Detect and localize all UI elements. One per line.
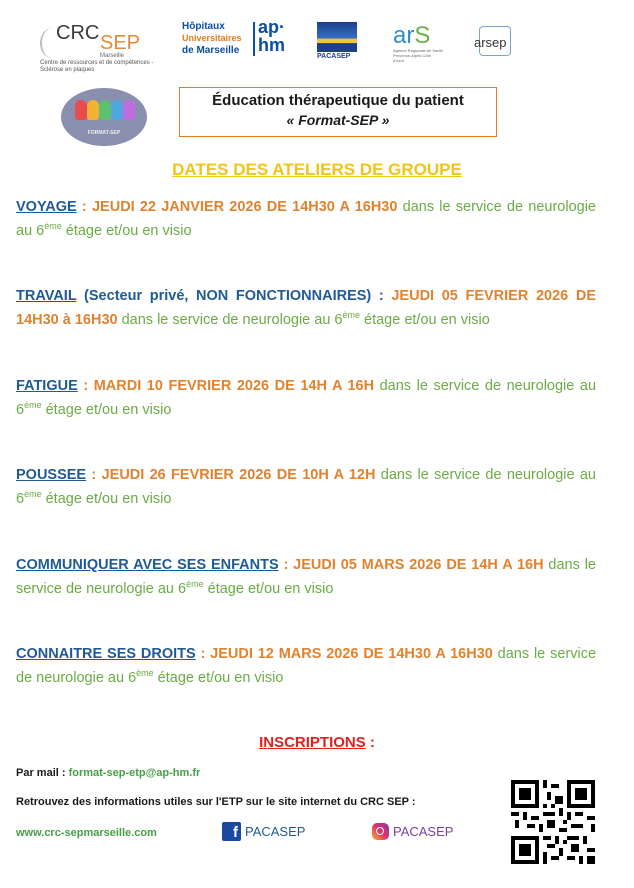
pacasep-logo-image [317, 22, 357, 52]
workshop-date: JEUDI 05 FEVRIER 2026 DE 14H30 à 16H30 [16, 288, 596, 328]
workshop-place: dans le service de neurologie au 6 [117, 312, 343, 328]
inscriptions-suffix: : [365, 734, 375, 751]
workshop-entry [16, 553, 596, 601]
format-sep-logo-label: FORMAT-SEP [87, 130, 121, 136]
instagram-icon [372, 823, 389, 840]
title-box [179, 87, 497, 137]
workshop-name: TRAVAIL [16, 288, 77, 304]
workshop-entry [16, 284, 596, 332]
aphm-short [258, 18, 285, 54]
workshop-place: dans le service de neurologie au 6 [16, 467, 596, 507]
aphm-short1: ap· [258, 17, 285, 37]
workshop-place: dans le service de neurologie au 6 [16, 646, 597, 686]
crc-logo-city: Marseille [100, 53, 125, 59]
instagram-link[interactable] [372, 821, 453, 841]
workshop-name: POUSSEE [16, 467, 87, 483]
aphm-line3: de Marseille [182, 45, 240, 56]
workshop-place-sup: ème [44, 221, 62, 232]
inscriptions-label: INSCRIPTIONS [259, 734, 366, 751]
workshop-date: JEUDI 05 MARS 2026 DE 14H A 16H [293, 557, 544, 573]
facebook-label: PACASEP [245, 823, 306, 839]
crc-logo-subtitle: Centre de ressources et de compétences - Sclérose en plaques [40, 60, 154, 73]
qr-code-icon[interactable] [511, 780, 595, 864]
workshop-place-sup: ème [24, 400, 42, 411]
workshop-place-sup: ème [342, 310, 360, 321]
title-line1: Éducation thérapeutique du patient [212, 92, 464, 109]
workshop-entry [16, 642, 596, 690]
workshop-place-end: étage et/ou en visio [41, 402, 172, 418]
inscriptions-heading [0, 734, 634, 751]
arsep-logo-text: arsep [474, 35, 507, 50]
crc-sep-logo [40, 22, 170, 74]
facebook-icon: f [222, 822, 241, 841]
workshop-date: JEUDI 26 FEVRIER 2026 DE 10H A 12H [101, 467, 376, 483]
workshop-place-sup: ème [136, 668, 154, 679]
website-link[interactable]: www.crc-sepmarseille.com [16, 827, 157, 839]
person-figure-icon [75, 100, 87, 120]
instagram-label: PACASEP [393, 823, 454, 839]
workshop-place: dans le service de neurologie au 6 [16, 378, 597, 418]
ars-logo-text [393, 24, 430, 48]
ars-logo-s: S [414, 22, 431, 49]
aphm-line2: Universitaires [182, 33, 242, 43]
page-heading-text: DATES DES ATELIERS DE GROUPE [172, 160, 462, 179]
workshop-place-end: étage et/ou en visio [203, 581, 334, 597]
workshop-detail: (Secteur privé, NON FONCTIONNAIRES) [76, 288, 372, 304]
facebook-link[interactable] [222, 821, 305, 841]
person-figure-icon [123, 100, 135, 120]
workshop-name: COMMUNIQUER AVEC SES ENFANTS [16, 557, 279, 573]
workshop-name: CONNAITRE SES DROITS [16, 646, 196, 662]
workshop-separator: : [278, 557, 294, 573]
aphm-line1: Hôpitaux [182, 21, 225, 32]
info-text: Retrouvez des informations utiles sur l'ETP sur le site internet du CRC SEP : [16, 796, 416, 808]
workshop-separator: : [371, 288, 392, 304]
workshop-separator: : [86, 467, 102, 483]
sep-logo-text: SEP [100, 32, 141, 54]
crc-logo-text: CRC [56, 22, 100, 44]
arsep-logo [471, 26, 521, 58]
pacasep-logo-label: PACASEP [317, 53, 351, 60]
workshop-place-end: étage et/ou en visio [360, 312, 490, 328]
workshop-date: JEUDI 22 JANVIER 2026 DE 14H30 A 16H30 [91, 199, 398, 215]
ars-logo-subtitle: Agence Régionale de Santé Provence-Alpes Côte d'Azur [393, 48, 443, 63]
workshop-date: MARDI 10 FEVRIER 2026 DE 14H A 16H [93, 378, 375, 394]
workshop-place-sup: ème [186, 579, 204, 590]
pacasep-logo [317, 22, 357, 62]
workshop-separator: : [76, 199, 92, 215]
format-sep-logo [61, 88, 147, 146]
ars-logo [393, 22, 443, 63]
person-figure-icon [87, 100, 99, 120]
workshop-date: JEUDI 12 MARS 2026 DE 14H30 A 16H30 [210, 646, 493, 662]
page-heading [0, 160, 634, 180]
workshop-name: FATIGUE [16, 378, 78, 394]
workshop-place-end: étage et/ou en visio [153, 670, 284, 686]
mail-link[interactable]: format-sep-etp@ap-hm.fr [68, 767, 201, 779]
workshop-name: VOYAGE [16, 199, 77, 215]
person-figure-icon [111, 100, 123, 120]
mail-line [16, 767, 200, 779]
workshop-place: dans le service de neurologie au 6 [16, 557, 596, 597]
workshop-separator: : [195, 646, 211, 662]
workshop-separator: : [77, 378, 94, 394]
person-figure-icon [99, 100, 111, 120]
workshop-place-end: étage et/ou en visio [41, 491, 172, 507]
title-line2: « Format-SEP » [286, 112, 390, 128]
workshop-place: dans le service de neurologie au 6 [16, 199, 596, 239]
aphm-short2: hm [258, 35, 285, 55]
mail-label: Par mail : [16, 767, 69, 779]
aphm-divider [253, 22, 255, 56]
aphm-logo [182, 17, 294, 60]
workshop-entry [16, 463, 596, 511]
workshop-entry [16, 374, 596, 422]
workshop-entry [16, 195, 596, 243]
workshop-place-sup: ème [24, 489, 42, 500]
ars-logo-ar: ar [393, 22, 415, 49]
workshop-place-end: étage et/ou en visio [61, 223, 192, 239]
